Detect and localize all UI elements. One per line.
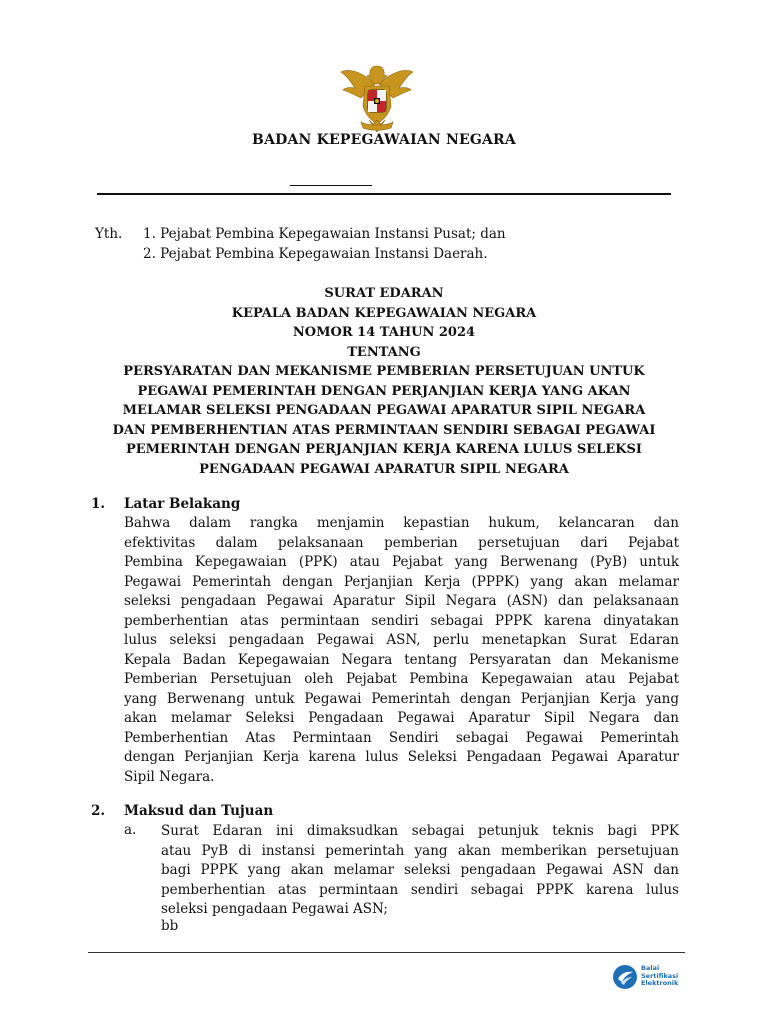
paragraph-line: pemberhentian atas permintaan sendiri sebagai PPPK karena lulus [161, 881, 679, 898]
document-title [90, 284, 678, 479]
title-line: DAN PEMBERHENTIAN ATAS PERMINTAAN SENDIRI SEBAGAI PEGAWAI [112, 422, 656, 438]
paragraph-line: Kepala Badan Kepegawaian Negara tentang Persyaratan dan Mekanisme [124, 651, 679, 668]
bsre-line: Sertifikasi [641, 971, 679, 980]
title-line: KEPALA BADAN KEPEGAWAIAN NEGARA [231, 305, 537, 321]
paragraph-line: yang Berwenang untuk Pegawai Pemerintah dengan Perjanjian Kerja yang [124, 690, 679, 707]
footer-rule [88, 952, 685, 953]
short-divider [290, 185, 372, 186]
bsre-logo-icon [612, 964, 638, 990]
paragraph-line: Bahwa dalam rangka menjamin kepastian hukum, kelancaran dan [124, 515, 679, 531]
trailing-text: bb [161, 918, 179, 934]
title-line: TENTANG [347, 344, 421, 360]
list-item-label: a. [124, 822, 137, 838]
paragraph-line: Surat Edaran ini dimaksudkan sebagai petunjuk teknis bagi PPK [161, 823, 679, 839]
title-line: NOMOR 14 TAHUN 2024 [292, 325, 476, 340]
bsre-logo-text [641, 965, 678, 988]
garuda-emblem-icon [339, 62, 415, 134]
section-number: 1. [91, 496, 106, 512]
title-line: SURAT EDARAN [324, 286, 444, 301]
paragraph-line: bagi PPPK yang akan melamar seleksi pengadaan Pegawai ASN dan [161, 862, 679, 878]
paragraph-line: efektivitas dalam pelaksanaan pemberian persetujuan dari Pejabat [124, 534, 679, 551]
title-line: PERSYARATAN DAN MEKANISME PEMBERIAN PERSETUJUAN UNTUK [123, 364, 645, 379]
title-line: PENGADAAN PEGAWAI APARATUR SIPIL NEGARA [199, 461, 569, 477]
paragraph-line: akan melamar Seleksi Pengadaan Pegawai Aparatur Sipil Negara dan [124, 710, 679, 726]
section-number: 2. [91, 803, 106, 819]
bsre-line: Balai [641, 964, 660, 972]
title-line: PEGAWAI PEMERINTAH DENGAN PERJANJIAN KERJA YANG AKAN [137, 383, 631, 399]
paragraph-line: Pegawai Pemerintah dengan Perjanjian Kerja (PPPK) yang akan melamar [124, 573, 679, 590]
paragraph-line: dengan Perjanjian Kerja karena lulus Seleksi Pengadaan Pegawai Aparatur [124, 749, 679, 765]
section-paragraph [124, 514, 679, 787]
recipient-label: Yth. [95, 226, 123, 242]
paragraph-line: Pemberian Persetujuan oleh Pejabat Pembina Kepegawaian atau Pejabat [124, 671, 679, 687]
title-line: MELAMAR SELEKSI PENGADAAN PEGAWAI APARATUR SIPIL NEGARA [122, 403, 646, 418]
agency-name: BADAN KEPEGAWAIAN NEGARA [252, 132, 516, 148]
paragraph-line: seleksi pengadaan Pegawai Aparatur Sipil Negara (ASN) dan pelaksanaan [124, 593, 679, 609]
paragraph-line: Pemberhentian Atas Permintaan Sendiri sebagai Pegawai Pemerintah [124, 729, 679, 746]
paragraph-line: seleksi pengadaan Pegawai ASN; [161, 901, 388, 917]
header-rule [97, 193, 671, 195]
section-heading: Maksud dan Tujuan [124, 803, 274, 819]
paragraph-line: atau PyB di instansi pemerintah yang akan memberikan persetujuan [161, 842, 679, 859]
section-heading: Latar Belakang [124, 496, 241, 512]
list-item-text [161, 822, 679, 920]
title-line: PEMERINTAH DENGAN PERJANJIAN KERJA KARENA LULUS SELEKSI [125, 442, 642, 457]
bsre-line: Elektronik [641, 979, 679, 987]
recipient-item: 1. Pejabat Pembina Kepegawaian Instansi Pusat; dan [143, 226, 506, 242]
paragraph-line: Pembina Kepegawaian (PPK) atau Pejabat yang Berwenang (PyB) untuk [124, 554, 679, 570]
bsre-logo [612, 962, 692, 992]
paragraph-line: pemberhentian atas permintaan sendiri sebagai PPPK karena dinyatakan [124, 612, 679, 629]
paragraph-line: lulus seleksi pengadaan Pegawai ASN, perlu menetapkan Surat Edaran [124, 632, 679, 648]
paragraph-line: Sipil Negara. [124, 768, 215, 785]
recipient-item: 2. Pejabat Pembina Kepegawaian Instansi Daerah. [143, 246, 488, 262]
